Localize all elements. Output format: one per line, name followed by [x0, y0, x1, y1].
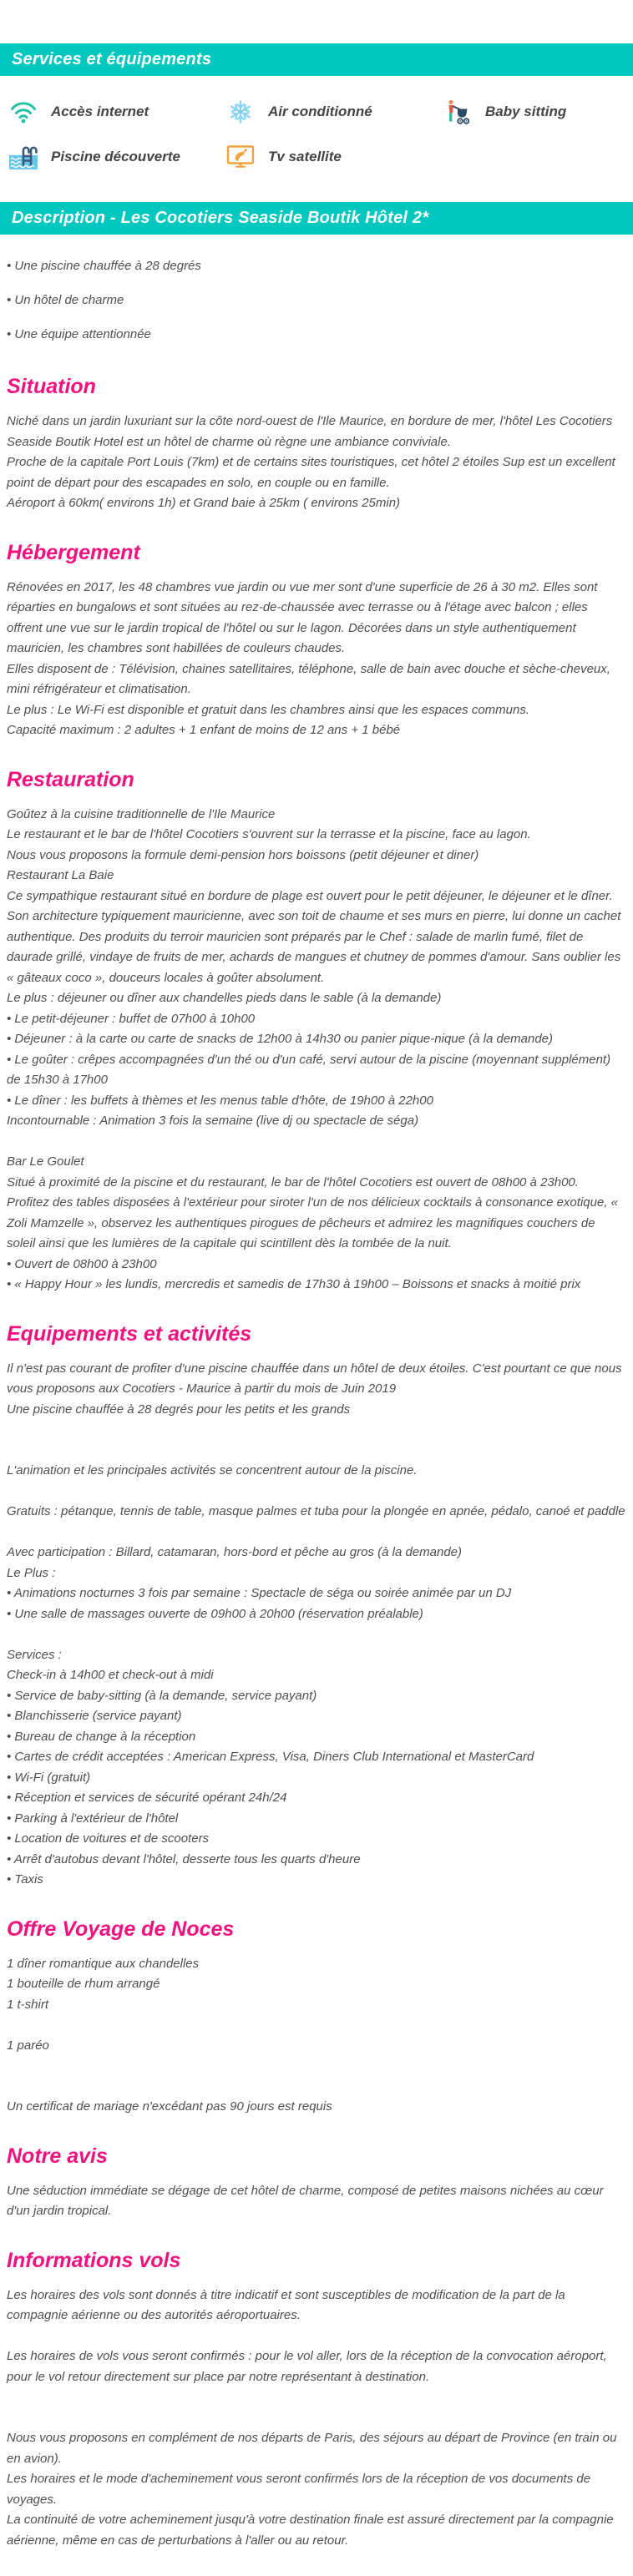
- paragraph: • Le dîner : les buffets à thèmes et les menus table d'hôte, de 19h00 à 22h00: [7, 1093, 433, 1108]
- paragraph: Le plus : déjeuner ou dîner aux chandelles pieds dans le sable (à la demande): [7, 991, 442, 1005]
- paragraph: 1 paréo: [7, 2038, 49, 2053]
- section-body: [7, 805, 626, 1296]
- section-heading: Informations vols: [7, 2248, 181, 2272]
- highlight-item: • Une équipe attentionnée: [7, 327, 151, 341]
- paragraph: La continuité de votre acheminement jusqu'à votre destination finale est assuré directement par la compagnie aérienne, même en cas de perturbations à l'aller ou au retour.: [7, 2513, 614, 2548]
- paragraph: • Blanchisserie (service payant): [7, 1709, 182, 1723]
- highlight-item: • Une piscine chauffée à 28 degrés: [7, 259, 201, 273]
- service-label: Accès internet: [51, 104, 149, 119]
- pool-icon: [7, 144, 40, 169]
- section-heading: Notre avis: [7, 2144, 108, 2168]
- blank-line: [7, 1482, 626, 1503]
- section-heading: Restauration: [7, 767, 134, 791]
- service-label: Air conditionné: [268, 104, 372, 119]
- section-situation: [7, 373, 626, 514]
- section-equipements-et-activites: [7, 1321, 626, 1891]
- description-header-title: Description - Les Cocotiers Seaside Boutik Hôtel 2*: [12, 209, 429, 227]
- services-grid: [7, 89, 633, 179]
- baby-sitting-icon: [441, 98, 474, 125]
- paragraph: • Parking à l'extérieur de l'hôtel: [7, 1811, 179, 1826]
- blank-line: [7, 1624, 626, 1645]
- section-informations-vols: [7, 2247, 626, 2552]
- section-body: [7, 412, 626, 514]
- paragraph: 1 bouteille de rhum arrangé: [7, 1977, 160, 1991]
- service-item-acces-internet: [7, 89, 224, 134]
- paragraph: 1 dîner romantique aux chandelles: [7, 1956, 200, 1971]
- paragraph: Le restaurant et le bar de l'hôtel Cocotiers s'ouvrent sur la terrasse et la piscine, face au lagon.: [7, 827, 531, 841]
- paragraph: Bar Le Goulet: [7, 1154, 84, 1169]
- paragraph: Check-in à 14h00 et check-out à midi: [7, 1668, 214, 1682]
- blank-line: [7, 2408, 626, 2429]
- paragraph: Niché dans un jardin luxuriant sur la côte nord-ouest de l'Ile Maurice, en bordure de mer, l'hôtel Les Cocotiers Seaside Boutik Hotel est un hôtel de charme où règne une ambiance conviviale.: [7, 414, 613, 449]
- section-heading: Hébergement: [7, 540, 140, 564]
- section-notre-avis: [7, 2143, 626, 2222]
- blank-line: [7, 1523, 626, 1543]
- paragraph: • Bureau de change à la réception: [7, 1729, 196, 1744]
- paragraph: 1 t-shirt: [7, 1997, 49, 2012]
- paragraph: Ce sympathique restaurant situé en bordure de plage est ouvert pour le petit déjeuner, le déjeuner et le dîner. Son architecture typiquement mauricienne, avec son toit de chaume et ses murs en pierre, lui donne un cachet authentique. Des produits du terroir mauricien sont préparés par le Chef : salade de marlin fumé, filet de daurade grillé, vindaye de fruits de mer, achards de mangues et chutney de pommes d'amour. Sans oublier les « gâteaux coco », douceurs locales à goûter absolument.: [7, 888, 621, 985]
- service-item-air-conditionne: [224, 89, 441, 134]
- services-header-title: Services et équipements: [12, 50, 212, 68]
- section-body: [7, 2181, 626, 2222]
- service-label: Tv satellite: [268, 149, 342, 164]
- services-header-band: [0, 43, 633, 76]
- service-item-baby-sitting: [441, 89, 633, 134]
- paragraph: Une piscine chauffée à 28 degrés pour les petits et les grands: [7, 1402, 351, 1417]
- paragraph: Il n'est pas courant de profiter d'une piscine chauffée dans un hôtel de deux étoiles. C'est pourtant ce que nous vous proposons aux Cocotiers - Maurice à partir du mois de Juin 2019: [7, 1361, 622, 1396]
- blank-line: [7, 1420, 626, 1441]
- paragraph: • Taxis: [7, 1872, 43, 1887]
- paragraph: Profitez des tables disposées à l'extérieur pour siroter l'un de nos délicieux cocktails à consonance exotique, « Zoli Mamzelle », observez les authentiques pirogues de pêcheurs et admirez les magnifiques couchers de soleil ainsi que les lumières de la capitale qui scintillent dès la tombée de la nuit.: [7, 1195, 618, 1250]
- blank-line: [7, 2387, 626, 2408]
- paragraph: Le plus : Le Wi-Fi est disponible et gratuit dans les chambres ainsi que les espaces communs.: [7, 702, 530, 717]
- paragraph: Goûtez à la cuisine traditionnelle de l'Ile Maurice: [7, 806, 276, 821]
- section-body: [7, 2286, 626, 2552]
- paragraph: Incontournable : Animation 3 fois la semaine (live dj ou spectacle de séga): [7, 1114, 419, 1128]
- blank-line: [7, 2015, 626, 2036]
- hotel-description-page: [0, 43, 633, 2576]
- paragraph: Capacité maximum : 2 adultes + 1 enfant de moins de 12 ans + 1 bébé: [7, 723, 401, 737]
- paragraph: Elles disposent de : Télévision, chaines satellitaires, téléphone, salle de bain avec douche et sèche-cheveux, mini réfrigérateur et climatisation.: [7, 661, 610, 696]
- paragraph: Les horaires des vols sont donnés à titre indicatif et sont susceptibles de modification de la part de la compagnie aérienne ou des autorités aéroportuaires.: [7, 2287, 565, 2322]
- blank-line: [7, 1441, 626, 1462]
- section-heading: Offre Voyage de Noces: [7, 1917, 235, 1941]
- section-heading: Equipements et activités: [7, 1321, 252, 1346]
- tv-satellite-icon: [224, 144, 257, 169]
- section-heading: Situation: [7, 375, 96, 398]
- paragraph: Nous vous proposons la formule demi-pension hors boissons (petit déjeuner et diner): [7, 847, 479, 862]
- paragraph: • Réception et services de sécurité opérant 24h/24: [7, 1791, 287, 1805]
- section-restauration: [7, 766, 626, 1296]
- description-header-band: [0, 202, 633, 235]
- paragraph: Un certificat de mariage n'excédant pas 90 jours est requis: [7, 2099, 332, 2114]
- paragraph: Proche de la capitale Port Louis (7km) et de certains sites touristiques, cet hôtel 2 étoiles Sup est un excellent point de départ pour des escapades en solo, en couple ou en famille.: [7, 455, 615, 490]
- snowflake-icon: [224, 99, 257, 124]
- paragraph: • Arrêt d'autobus devant l'hôtel, desserte tous les quarts d'heure: [7, 1851, 361, 1866]
- paragraph: • Le petit-déjeuner : buffet de 07h00 à 10h00: [7, 1011, 256, 1026]
- section-hebergement: [7, 539, 626, 741]
- paragraph: • Ouvert de 08h00 à 23h00: [7, 1256, 157, 1271]
- paragraph: Nous vous proposons en complément de nos départs de Paris, des séjours au départ de Province (en train ou en avion).: [7, 2431, 617, 2466]
- paragraph: • Wi-Fi (gratuit): [7, 1770, 91, 1785]
- section-body: [7, 1954, 626, 2118]
- paragraph: Le Plus :: [7, 1565, 56, 1580]
- blank-line: [7, 2077, 626, 2098]
- service-item-piscine-decouverte: [7, 134, 224, 179]
- paragraph: Gratuits : pétanque, tennis de table, masque palmes et tuba pour la plongée en apnée, pédalo, canoé et paddle: [7, 1504, 625, 1518]
- paragraph: • Service de baby-sitting (à la demande, service payant): [7, 1688, 317, 1703]
- hotel-highlights: [0, 256, 633, 345]
- paragraph: • Déjeuner : à la carte ou carte de snacks de 12h00 à 14h30 ou panier pique-nique (à la demande): [7, 1032, 554, 1046]
- paragraph: • Cartes de crédit acceptées : American Express, Visa, Diners Club International et MasterCard: [7, 1750, 534, 1764]
- paragraph: Une séduction immédiate se dégage de cet hôtel de charme, composé de petites maisons nichées au cœur d'un jardin tropical.: [7, 2183, 604, 2218]
- highlight-item: • Un hôtel de charme: [7, 293, 124, 307]
- paragraph: Avec participation : Billard, catamaran, hors-bord et pêche au gros (à la demande): [7, 1545, 463, 1559]
- paragraph: Restaurant La Baie: [7, 868, 114, 882]
- blank-line: [7, 1132, 626, 1153]
- paragraph: Rénovées en 2017, les 48 chambres vue jardin ou vue mer sont d'une superficie de 26 à 30 m2. Elles sont réparties en bungalows et sont situées au rez-de-chaussée avec terrasse ou à l'étage avec balcon ; elles offrent une vue sur le jardin tropical de l'hôtel ou sur le lagon. Décorées dans un style authentiquement mauricien, les chambres sont habillées de couleurs chaudes.: [7, 579, 598, 655]
- section-offre-voyage-de-noces: [7, 1916, 626, 2118]
- paragraph: Les horaires de vols vous seront confirmés : pour le vol aller, lors de la réception de la convocation aéroport, pour le vol retour directement sur place par notre représentant à destination.: [7, 2349, 607, 2384]
- paragraph: • Le goûter : crêpes accompagnées d'un thé ou d'un café, servi autour de la piscine (moyennant supplément) de 15h30 à 17h00: [7, 1052, 611, 1087]
- paragraph: • Une salle de massages ouverte de 09h00 à 20h00 (réservation préalable): [7, 1606, 423, 1621]
- service-label: Baby sitting: [485, 104, 567, 119]
- paragraph: Les horaires et le mode d'acheminement vous seront confirmés lors de la réception de vos documents de voyages.: [7, 2472, 591, 2507]
- section-body: [7, 578, 626, 741]
- paragraph: • Location de voitures et de scooters: [7, 1831, 210, 1846]
- paragraph: • Animations nocturnes 3 fois par semaine : Spectacle de séga ou soirée animée par un DJ: [7, 1586, 512, 1600]
- section-body: [7, 1359, 626, 1891]
- blank-line: [7, 2056, 626, 2077]
- service-item-tv-satellite: [224, 134, 441, 179]
- blank-line: [7, 2326, 626, 2347]
- paragraph: L'animation et les principales activités se concentrent autour de la piscine.: [7, 1463, 418, 1477]
- paragraph: Aéroport à 60km( environs 1h) et Grand baie à 25km ( environs 25min): [7, 496, 401, 510]
- paragraph: • « Happy Hour » les lundis, mercredis et samedis de 17h30 à 19h00 – Boissons et snacks à moitié prix: [7, 1277, 581, 1291]
- paragraph: Situé à proximité de la piscine et du restaurant, le bar de l'hôtel Cocotiers est ouvert de 08h00 à 23h00.: [7, 1174, 579, 1190]
- description-sections: [0, 373, 633, 2576]
- wifi-icon: [7, 100, 40, 124]
- service-label: Piscine découverte: [51, 149, 180, 164]
- paragraph: Services :: [7, 1647, 62, 1662]
